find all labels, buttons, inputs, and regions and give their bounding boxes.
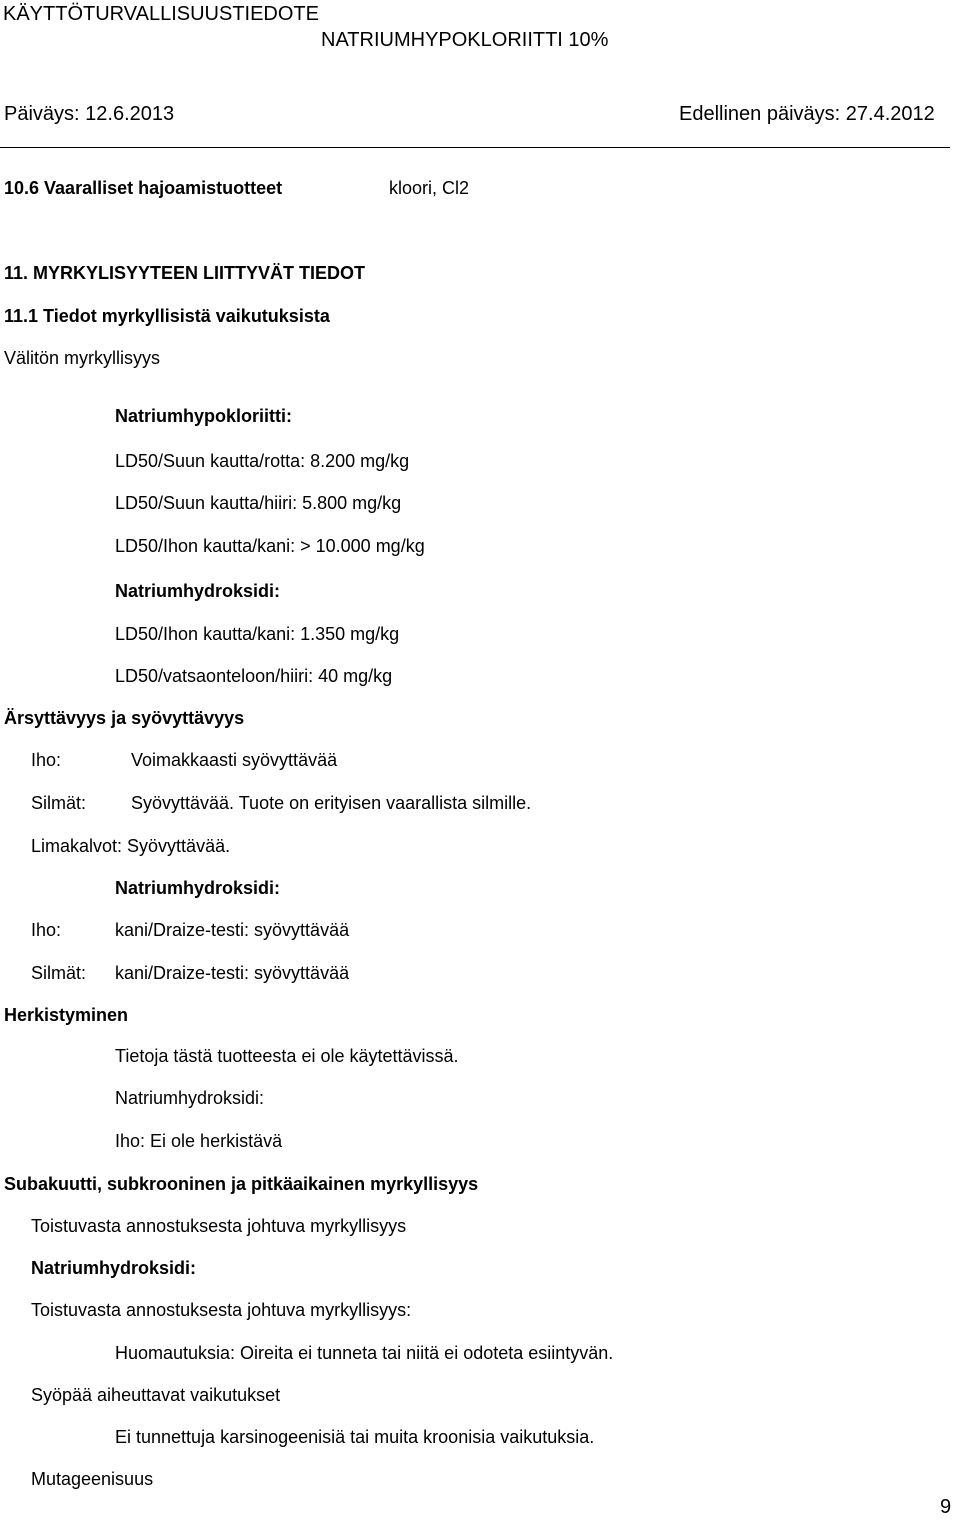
skin-test-value: kani/Draize-testi: syövyttävää [115,920,350,940]
chronic-remarks: Huomautuksia: Oireita ei tunneta tai niitä ei odoteta esiintyvän. [115,1343,614,1363]
carcinogenic-text: Ei tunnettuja karsinogeenisiä tai muita kroonisia vaikutuksia. [115,1427,595,1447]
page-number: 9 [940,1496,952,1518]
eyes-value: Syövyttävää. Tuote on erityisen vaarallista silmille. [131,793,532,813]
sensitisation-heading: Herkistyminen [4,1005,129,1025]
acute-sub-sodium-hydroxide: Natriumhydroksidi: [115,581,281,601]
sensitisation-skin: Iho: Ei ole herkistävä [115,1131,283,1151]
section-11-title: 11. MYRKYLISYYTEEN LIITTYVÄT TIEDOT [4,263,366,283]
section-10-6-value: kloori, Cl2 [389,178,470,198]
carcinogenic-heading: Syöpää aiheuttavat vaikutukset [31,1385,281,1405]
ld50-item: LD50/Ihon kautta/kani: > 10.000 mg/kg [115,536,425,556]
revision-date: Päiväys: 12.6.2013 [4,103,175,125]
ld50-item: LD50/Suun kautta/hiiri: 5.800 mg/kg [115,493,402,513]
mutagenicity-heading: Mutageenisuus [31,1469,154,1489]
repeated-dose-heading: Toistuvasta annostuksesta johtuva myrkyllisyys [31,1216,407,1236]
section-11-1-title: 11.1 Tiedot myrkyllisistä vaikutuksista [4,306,330,326]
mucous-membranes: Limakalvot: Syövyttävää. [31,836,231,856]
acute-toxicity-heading: Välitön myrkyllisyys [4,348,161,368]
product-name: NATRIUMHYPOKLORIITTI 10% [321,29,609,51]
chronic-toxicity-heading: Subakuutti, subkrooninen ja pitkäaikainen myrkyllisyys [4,1174,479,1194]
sensitisation-sub-sodium-hydroxide: Natriumhydroksidi: [115,1088,265,1108]
repeated-dose-label: Toistuvasta annostuksesta johtuva myrkyllisyys: [31,1300,412,1320]
eyes-test-value: kani/Draize-testi: syövyttävää [115,963,350,983]
eyes-label: Silmät: [31,963,87,983]
chronic-sub-sodium-hydroxide: Natriumhydroksidi: [31,1258,197,1278]
sensitisation-text: Tietoja tästä tuotteesta ei ole käytettävissä. [115,1046,459,1066]
document-type: KÄYTTÖTURVALLISUUSTIEDOTE [3,3,319,25]
skin-value: Voimakkaasti syövyttävää [131,750,338,770]
section-10-6-label: 10.6 Vaaralliset hajoamistuotteet [4,178,283,198]
acute-sub-sodium-hypochlorite: Natriumhypokloriitti: [115,406,293,426]
irritation-sub-sodium-hydroxide: Natriumhydroksidi: [115,878,281,898]
irritation-heading: Ärsyttävyys ja syövyttävyys [4,708,245,728]
ld50-item: LD50/vatsaonteloon/hiiri: 40 mg/kg [115,666,393,686]
eyes-label: Silmät: [31,793,87,813]
previous-revision-date: Edellinen päiväys: 27.4.2012 [679,103,935,125]
ld50-item: LD50/Ihon kautta/kani: 1.350 mg/kg [115,624,400,644]
ld50-item: LD50/Suun kautta/rotta: 8.200 mg/kg [115,451,410,471]
header-divider [0,147,950,148]
skin-label: Iho: [31,750,62,770]
skin-label: Iho: [31,920,62,940]
